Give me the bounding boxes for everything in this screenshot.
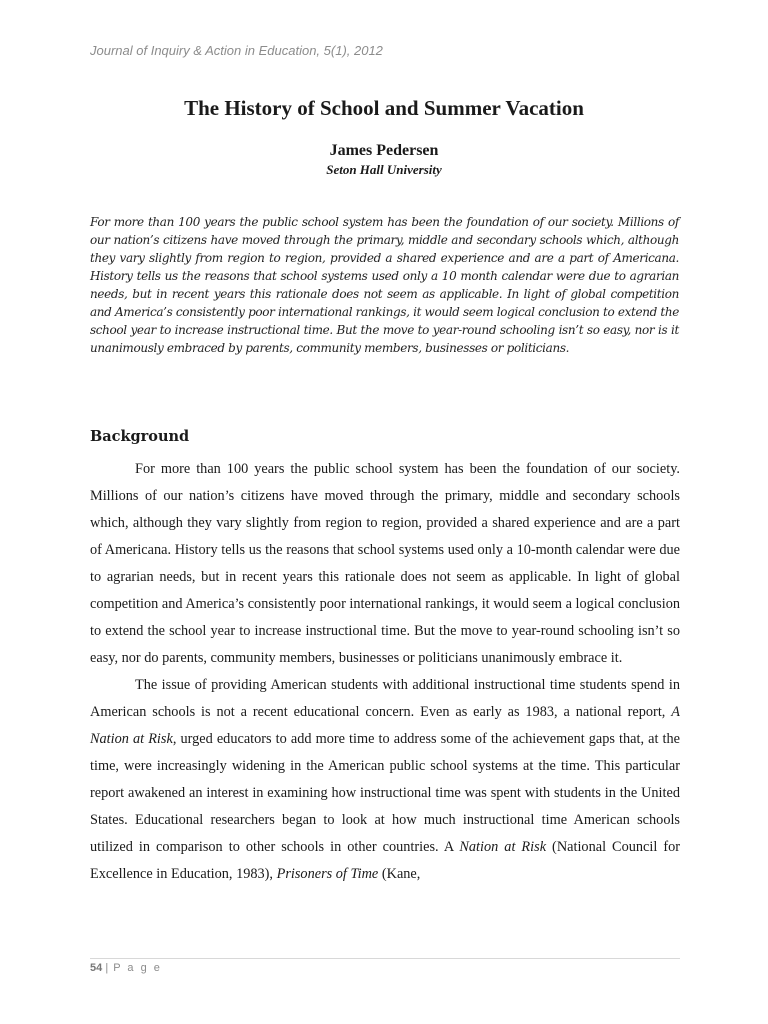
page-number: 54 (90, 962, 103, 974)
author-affiliation: Seton Hall University (326, 162, 442, 177)
abstract: For more than 100 years the public school system has been the foundation of our society. Millions of our nation’s citizens have moved through the primary, middle and secondary schools which, although they vary slightly from region to region, provided a shared experience and are a part of Americana. History tells us the reasons that school systems used only a 10 month calendar were due to agrarian needs, but in recent years this rationale does not seem as applicable. In light of global competition and America’s consistently poor international rankings, it would seem logical conclusion to extend the school year to increase instructional time. But the move to year-round schooling isn’t so easy, nor is it unanimously embraced by parents, community members, businesses or politicians. (90, 215, 679, 355)
citation-title: Prisoners of Time (276, 866, 379, 882)
paragraph-text: (Kane, (378, 866, 421, 882)
footer-divider (90, 958, 680, 959)
body-paragraph-1: For more than 100 years the public school system has been the foundation of our society. Millions of our nation’s citizens have moved through the primary, middle and secondary schools which, although they vary slightly from region to region, provided a shared experience and are a part of Americana. History tells us the reasons that school systems used only a 10-month calendar were due to agrarian needs, but in recent years this rationale does not seem as applicable. In light of global competition and America’s consistently poor international rankings, it would seem a logical conclusion to extend the school year to increase instructional time. But the move to year-round schooling isn’t so easy, nor do parents, community members, businesses or politicians unanimously embrace it. (90, 461, 680, 666)
paragraph-text: , urged educators to add more time to address some of the achievement gaps that, at the time, were increasingly widening in the American public school systems at the time. This particular report awakened an interest in examining how instructional time was spent with students in the United States. Educational researchers began to look at how much instructional time American schools utilized in comparison to other schools in other countries. A (90, 731, 680, 855)
citation-title: Nation at Risk (459, 839, 547, 855)
footer-separator: | (105, 962, 111, 974)
section-heading: Background (90, 428, 190, 445)
author-name: James Pedersen (329, 142, 439, 159)
article-title: The History of School and Summer Vacation (184, 96, 584, 120)
body-text (90, 456, 680, 888)
body-paragraph-2 (90, 672, 680, 888)
paragraph-text: The issue of providing American students with additional instructional time students spend in American schools is not a recent educational concern. Even as early as 1983, a national report, (90, 677, 680, 720)
journal-header: Journal of Inquiry & Action in Education, 5(1), 2012 (90, 43, 383, 58)
page-label: P a g e (113, 962, 162, 974)
citation-title: A Nation at Risk (90, 704, 680, 747)
paragraph-text: (National Council for Excellence in Education, 1983), (90, 839, 680, 882)
page-footer (90, 962, 162, 974)
